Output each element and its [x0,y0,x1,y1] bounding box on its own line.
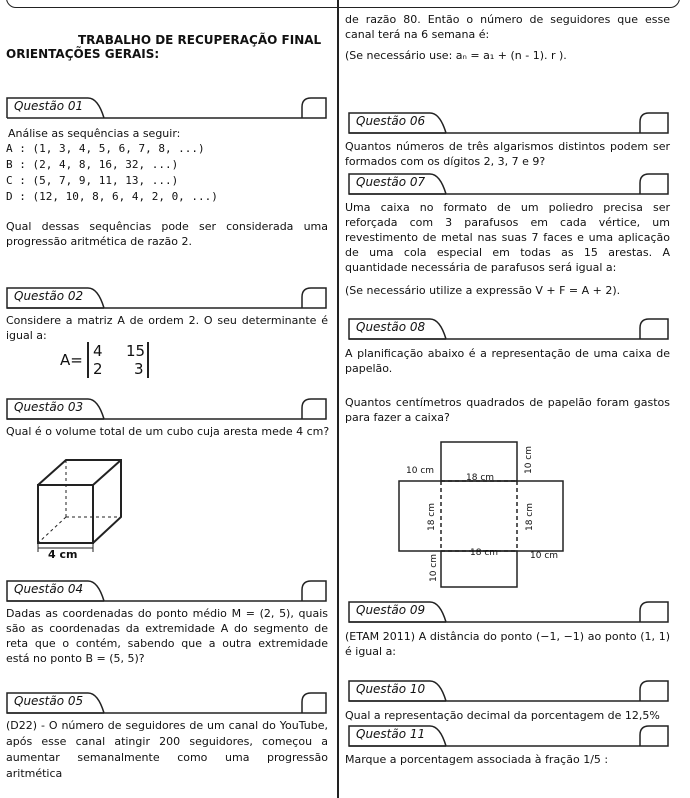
question-11-label: Questão 11 [356,727,426,741]
section-heading: ORIENTAÇÕES GERAIS: [6,47,160,61]
q10-question-text: Qual a representação decimal da porcentagem de 12,5% [345,709,660,722]
page-title: TRABALHO DE RECUPERAÇÃO FINAL [78,33,322,47]
net-label-top: 18 cm [466,473,495,483]
q5-question-text: (D22) - O número de seguidores de um canal do YouTube, após esse canal atingir 200 seguidores, começou a aumentar semanalmente como uma progressão aritmética [6,719,328,780]
matrix-a21: 2 [93,360,103,378]
question-04-label: Questão 04 [14,582,84,596]
question-04-header [6,580,326,602]
net-label-bottom-left: 10 cm [429,553,440,583]
question-08-label: Questão 08 [356,320,426,334]
question-08-header [348,318,668,340]
matrix-a22: 3 [134,360,144,378]
q2-question-text: Considere a matriz A de ordem 2. O seu determinante é igual a: [6,314,328,342]
q11-question-text: Marque a porcentagem associada à fração 1/5 : [345,753,609,766]
q7-hint: (Se necessário utilize a expressão V + F = A + 2). [345,284,621,297]
net-label-mid-right: 18 cm [525,502,536,532]
question-09-header [348,601,668,623]
question-09-label: Questão 09 [356,603,426,617]
column-divider [337,0,339,798]
q8-question-prompt: Quantos centímetros quadrados de papelão foram gastos para fazer a caixa? [345,396,670,424]
top-frame [6,0,680,8]
question-10-header [348,680,668,702]
question-07-label: Questão 07 [356,175,426,189]
q9-question-text: (ETAM 2011) A distância do ponto (−1, −1) ao ponto (1, 1) é igual a: [345,630,670,658]
cube-edge-label: 4 cm [48,548,78,561]
question-06-header [348,112,668,134]
question-06-label: Questão 06 [356,114,426,128]
question-03-header [6,398,326,420]
net-label-top-right: 10 cm [524,445,535,475]
question-01-header [6,97,326,119]
question-10-label: Questão 10 [356,682,426,696]
box-net-figure [395,440,570,590]
net-label-bottom-right: 10 cm [530,551,559,561]
q8-question-text: A planificação abaixo é a representação de uma caixa de papelão. [345,347,670,375]
net-label-top-left: 10 cm [406,466,435,476]
q1-seq-a: A : (1, 3, 4, 5, 6, 7, 8, ...) [6,142,205,155]
q4-question-text: Dadas as coordenadas do ponto médio M = (2, 5), quais são as coordenadas da extremidade A do segmento de reta que o contém, sabendo que a outra extremidade está no ponto B = (5, 5)? [6,607,328,665]
question-02-label: Questão 02 [14,289,84,303]
question-02-header [6,287,326,309]
q1-intro: Análise as sequências a seguir: [8,127,181,140]
net-label-mid-left: 18 cm [427,502,438,532]
cube-figure [28,455,128,563]
question-05-label: Questão 05 [14,694,84,708]
question-05-header [6,692,326,714]
question-11-header [348,725,668,747]
q5-question-continued: de razão 80. Então o número de seguidores que esse canal terá na 6 semana é: [345,13,670,41]
q5-hint: (Se necessário use: aₙ = a₁ + (n - 1). r ). [345,49,567,62]
question-07-header [348,173,668,195]
q3-question-text: Qual é o volume total de um cubo cuja aresta mede 4 cm? [6,425,330,438]
question-01-label: Questão 01 [14,99,84,113]
q1-question-text: Qual dessas sequências pode ser considerada uma progressão aritmética de razão 2. [6,220,328,248]
q2-matrix: A= 4 15 2 3 [60,342,160,378]
matrix-a11: 4 [93,342,103,360]
q6-question-text: Quantos números de três algarismos distintos podem ser formados com os dígitos 2, 3, 7 e 9? [345,140,670,168]
q1-seq-b: B : (2, 4, 8, 16, 32, ...) [6,158,179,171]
q1-seq-c: C : (5, 7, 9, 11, 13, ...) [6,174,179,187]
q1-seq-d: D : (12, 10, 8, 6, 4, 2, 0, ...) [6,190,218,203]
question-03-label: Questão 03 [14,400,84,414]
matrix-a12: 15 [126,342,146,360]
q7-question-text: Uma caixa no formato de um poliedro precisa ser reforçada com 3 parafusos em cada vértice, um revestimento de metal nas suas 7 faces e uma aplicação de uma cola especial em todas as 15 arestas. A quantidade necessária de parafusos será igual a: [345,201,670,274]
net-label-bottom: 18 cm [470,548,499,558]
